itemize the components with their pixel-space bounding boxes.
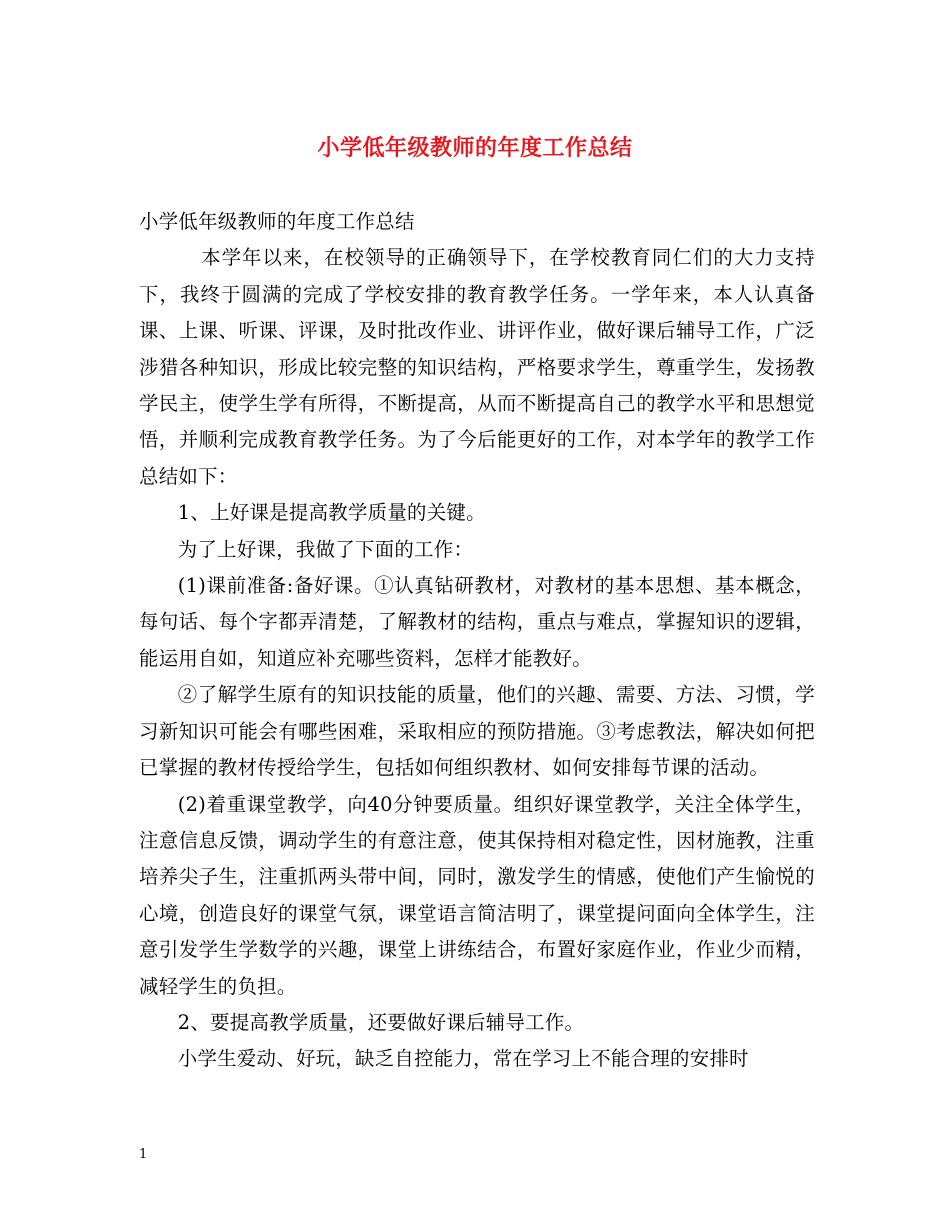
paragraph-classroom-teaching: (2)着重课堂教学，向40分钟要质量。组织好课堂教学，关注全体学生，注意信息反馈，调动学生的有意注意，使其保持相对稳定性，因材施教，注重培养尖子生，注重抓两头带中间，同时，激发学生的情感，使他们产生愉悦的心境，创造良好的课堂气氛，课堂语言简洁明了，课堂提问面向全体学生，注意引发学生学数学的兴趣，课堂上讲练结合，布置好家庭作业，作业少而精，减轻学生的负担。 [139, 792, 815, 998]
paragraph-know-students: ②了解学生原有的知识技能的质量，他们的兴趣、需要、方法、习惯，学习新知识可能会有哪些困难，采取相应的预防措施。③考虑教法，解决如何把已掌握的教材传授给学生，包括如何组织教材、如何安排每节课的活动。 [139, 683, 815, 780]
page-number: 1 [139, 1147, 148, 1162]
paragraph-section-2-heading: 2、要提高教学质量，还要做好课后辅导工作。 [177, 1010, 585, 1034]
paragraph-section-1-lead: 为了上好课，我做了下面的工作： [177, 537, 474, 561]
paragraph-intro: 本学年以来，在校领导的正确领导下，在学校教育同仁们的大力支持下，我终于圆满的完成了学校安排的教育教学任务。一学年来，本人认真备课、上课、听课、评课，及时批改作业、讲评作业，做好课后辅导工作，广泛涉猎各种知识，形成比较完整的知识结构，严格要求学生，尊重学生，发扬教学民主，使学生学有所得，不断提高，从而不断提高自己的教学水平和思想觉悟，并顺利完成教育教学任务。为了今后能更好的工作，对本学年的教学工作总结如下： [139, 246, 815, 488]
document-title: 小学低年级教师的年度工作总结 [317, 135, 633, 161]
document-subtitle: 小学低年级教师的年度工作总结 [139, 210, 415, 233]
paragraph-after-class: 小学生爱动、好玩，缺乏自控能力，常在学习上不能合理的安排时 [177, 1047, 749, 1071]
paragraph-lesson-prep: (1)课前准备:备好课。①认真钻研教材，对教材的基本思想、基本概念，每句话、每个字都弄清楚，了解教材的结构，重点与难点，掌握知识的逻辑，能运用自如，知道应补充哪些资料，怎样才能教好。 [139, 574, 815, 670]
document-body [139, 204, 815, 1078]
paragraph-section-1-heading: 1、上好课是提高教学质量的关键。 [177, 501, 486, 525]
